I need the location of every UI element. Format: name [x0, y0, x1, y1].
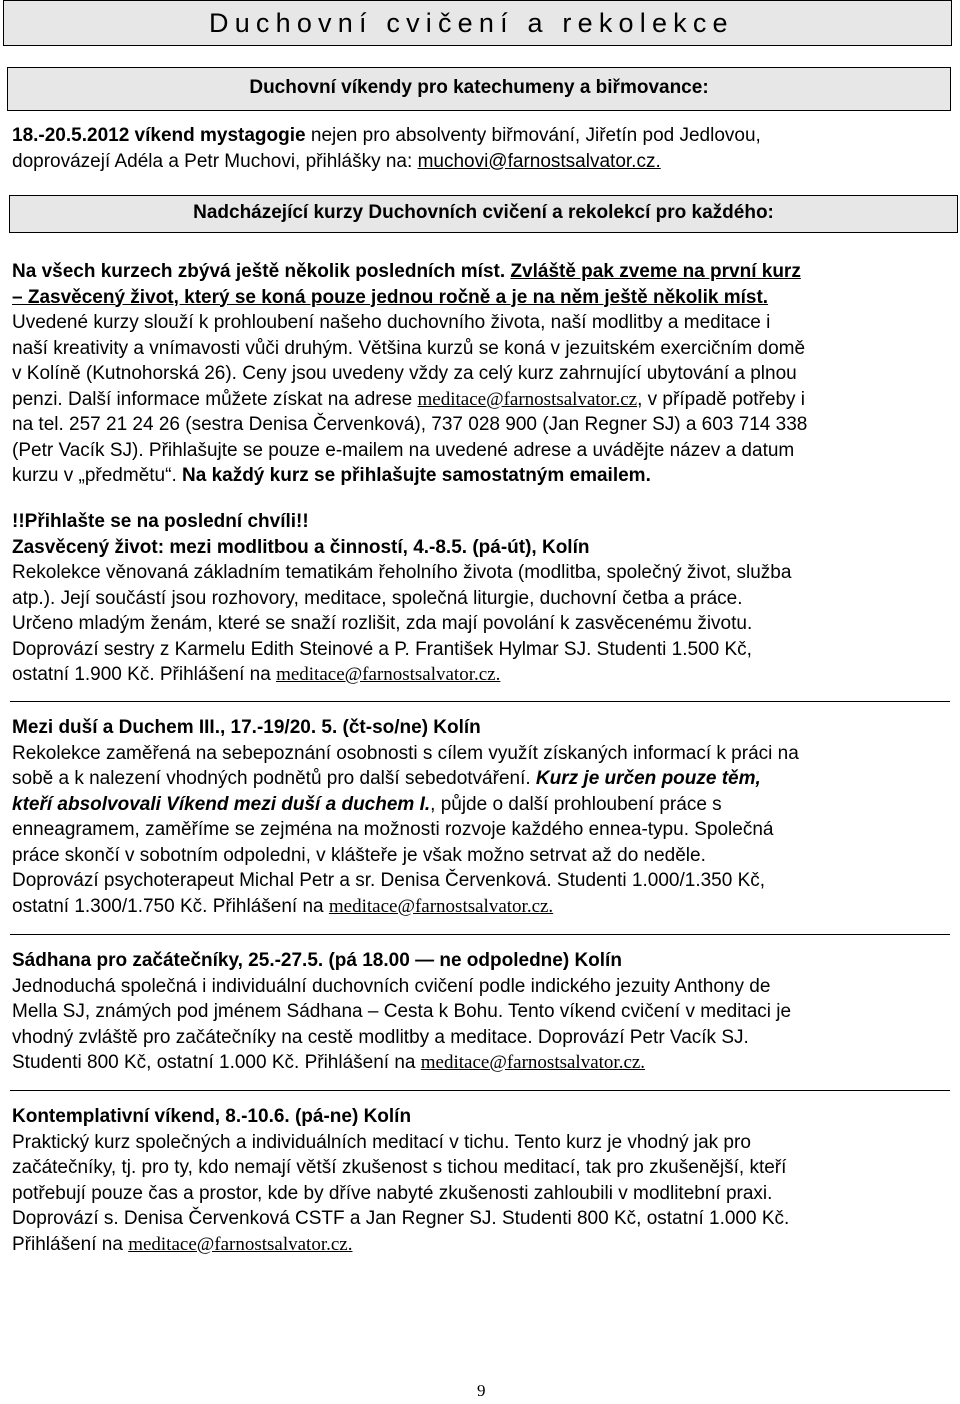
mystagogy-text-2: doprovázejí Adéla a Petr Muchovi, přihlášky na: — [12, 150, 418, 172]
course-line: Praktický kurz společných a individuálních meditací v tichu. Tento kurz je vhodný jak pro — [12, 1131, 751, 1153]
course-line: Jednoduchá společná i individuální duchovních cvičení podle indického jezuity Anthony de — [12, 975, 771, 997]
section-heading-weekends: Duchovní víkendy pro katechumeny a biřmovance: — [7, 67, 951, 111]
course-line: sobě a k nalezení vhodných podnětů pro další sebedotváření. — [12, 768, 536, 789]
course-line: , půjde o další prohloubení práce s — [430, 793, 722, 815]
intro-bold-note: Na každý kurz se přihlašujte samostatným emailem. — [182, 465, 651, 486]
meditace-email-link[interactable]: meditace@farnostsalvator.cz — [417, 388, 638, 410]
course-note: Kurz je určen pouze těm, — [535, 768, 761, 789]
page-title: Duchovní cvičení a rekolekce — [209, 8, 734, 38]
course-line: enneagramem, zaměříme se zejména na možnosti rozvoje každého ennea-typu. Společná — [12, 819, 774, 840]
intro-line-post: , v případě potřeby i — [637, 388, 806, 410]
course-note: kteří absolvovali Víkend mezi duší a duchem I. — [12, 793, 431, 815]
course-line: Rekolekce zaměřená na sebepoznání osobnosti s cílem využít získaných informací k práci na — [12, 742, 799, 764]
page-title-box — [3, 0, 952, 46]
course-email-link[interactable]: meditace@farnostsalvator.cz. — [328, 895, 554, 917]
divider — [10, 934, 950, 935]
course-line: ostatní 1.900 Kč. Přihlášení na — [12, 664, 277, 685]
course-line: Rekolekce věnovaná základním tematikám řeholního života (modlitba, společný život, služba — [12, 562, 792, 583]
course-line: atp.). Její součástí jsou rozhovory, meditace, společná liturgie, duchovní četba a práce. — [12, 587, 743, 609]
intro-highlight: Zvláště pak zveme na první kurz — [510, 261, 801, 282]
intro-line: Uvedené kurzy slouží k prohloubení našeho duchovního života, naší modlitby a meditace i — [12, 312, 771, 333]
intro-line: penzi. Další informace můžete získat na adrese — [12, 388, 418, 410]
section-heading-courses: Nadcházející kurzy Duchovních cvičení a rekolekcí pro každého: — [9, 195, 958, 233]
course-line: ostatní 1.300/1.750 Kč. Přihlášení na — [12, 895, 329, 917]
course-line: Doprovází sestry z Karmelu Edith Steinové a P. František Hylmar SJ. Studenti 1.500 Kč, — [12, 638, 752, 660]
course-alert: !!Přihlašte se na poslední chvíli!! — [12, 511, 309, 532]
course-email-link[interactable]: meditace@farnostsalvator.cz. — [276, 664, 501, 685]
course-heading: Sádhana pro začátečníky, 25.-27.5. (pá 18.00 — ne odpoledne) Kolín — [12, 950, 622, 971]
intro-line: naší kreativity a vnímavosti vůči druhým. Většina kurzů se koná v jezuitském exercičním domě — [12, 337, 806, 359]
course-line: Určeno mladým ženám, které se snaží rozlišit, zda mají povolání k zasvěcenému životu. — [12, 613, 753, 634]
course-email-link[interactable]: meditace@farnostsalvator.cz. — [128, 1233, 353, 1255]
course-email-link[interactable]: meditace@farnostsalvator.cz. — [420, 1052, 646, 1073]
course-line: Doprovází psychoterapeut Michal Petr a sr. Denisa Červenková. Studenti 1.000/1.350 Kč, — [12, 870, 766, 891]
intro-line: (Petr Vacík SJ). Přihlašujte se pouze e-mailem na uvedené adrese a uvádějte název a datum — [12, 439, 795, 461]
course-line: práce skončí v sobotním odpoledni, v klášteře je však možno setrvat až do neděle. — [12, 844, 706, 866]
divider — [10, 1090, 950, 1091]
course-heading: Kontemplativní víkend, 8.-10.6. (pá-ne) Kolín — [12, 1106, 412, 1127]
course-heading: Zasvěcený život: mezi modlitbou a činností, 4.-8.5. (pá-út), Kolín — [12, 536, 590, 558]
divider — [10, 701, 950, 702]
course-sadhana — [12, 948, 952, 1076]
mystagogy-text: nejen pro absolventy biřmování, Jiřetín pod Jedlovou, — [305, 125, 761, 146]
course-line: Přihlášení na — [12, 1233, 129, 1255]
intro-highlight-2: – Zasvěcený život, který se koná pouze jednou ročně a je na něm ještě několik míst. — [12, 286, 769, 308]
course-line: Mella SJ, známých pod jménem Sádhana – Cesta k Bohu. Tento víkend cvičení v meditaci je — [12, 1001, 792, 1022]
course-between-soul-and-spirit — [12, 715, 952, 919]
course-contemplative-weekend — [12, 1104, 952, 1257]
intro-paragraph — [12, 259, 952, 489]
intro-line: kurzu v „předmětu“. — [12, 465, 182, 486]
intro-line: na tel. 257 21 24 26 (sestra Denisa Červenková), 737 028 900 (Jan Regner SJ) a 603 714 338 — [12, 414, 808, 435]
intro-bold: Na všech kurzech zbývá ještě několik posledních míst. — [12, 261, 511, 282]
course-line: začátečníky, tj. pro ty, kdo nemají větší zkušenost s tichou meditací, tak pro zkušenější, kteří — [12, 1157, 787, 1178]
mystagogy-date: 18.-20.5.2012 víkend mystagogie — [12, 125, 306, 146]
course-line: Studenti 800 Kč, ostatní 1.000 Kč. Přihlášení na — [12, 1052, 421, 1073]
course-line: Doprovází s. Denisa Červenková CSTF a Jan Regner SJ. Studenti 800 Kč, ostatní 1.000 Kč. — [12, 1208, 790, 1229]
course-line: potřebují pouze čas a prostor, kde by dříve nabyté zkušenosti zahloubili v modlitební praxi. — [12, 1182, 773, 1204]
course-consecrated-life — [12, 509, 952, 688]
mystagogy-paragraph — [12, 123, 952, 174]
intro-line: v Kolíně (Kutnohorská 26). Ceny jsou uvedeny vždy za celý kurz zahrnující ubytování a plnou — [12, 363, 797, 384]
course-line: vhodný zvláště pro začátečníky na cestě modlitby a meditace. Doprovází Petr Vacík SJ. — [12, 1026, 749, 1048]
page-number: 9 — [477, 1381, 486, 1400]
mystagogy-email-link[interactable]: muchovi@farnostsalvator.cz. — [417, 150, 661, 172]
course-heading: Mezi duší a Duchem III., 17.-19/20. 5. (čt-so/ne) Kolín — [12, 717, 481, 738]
